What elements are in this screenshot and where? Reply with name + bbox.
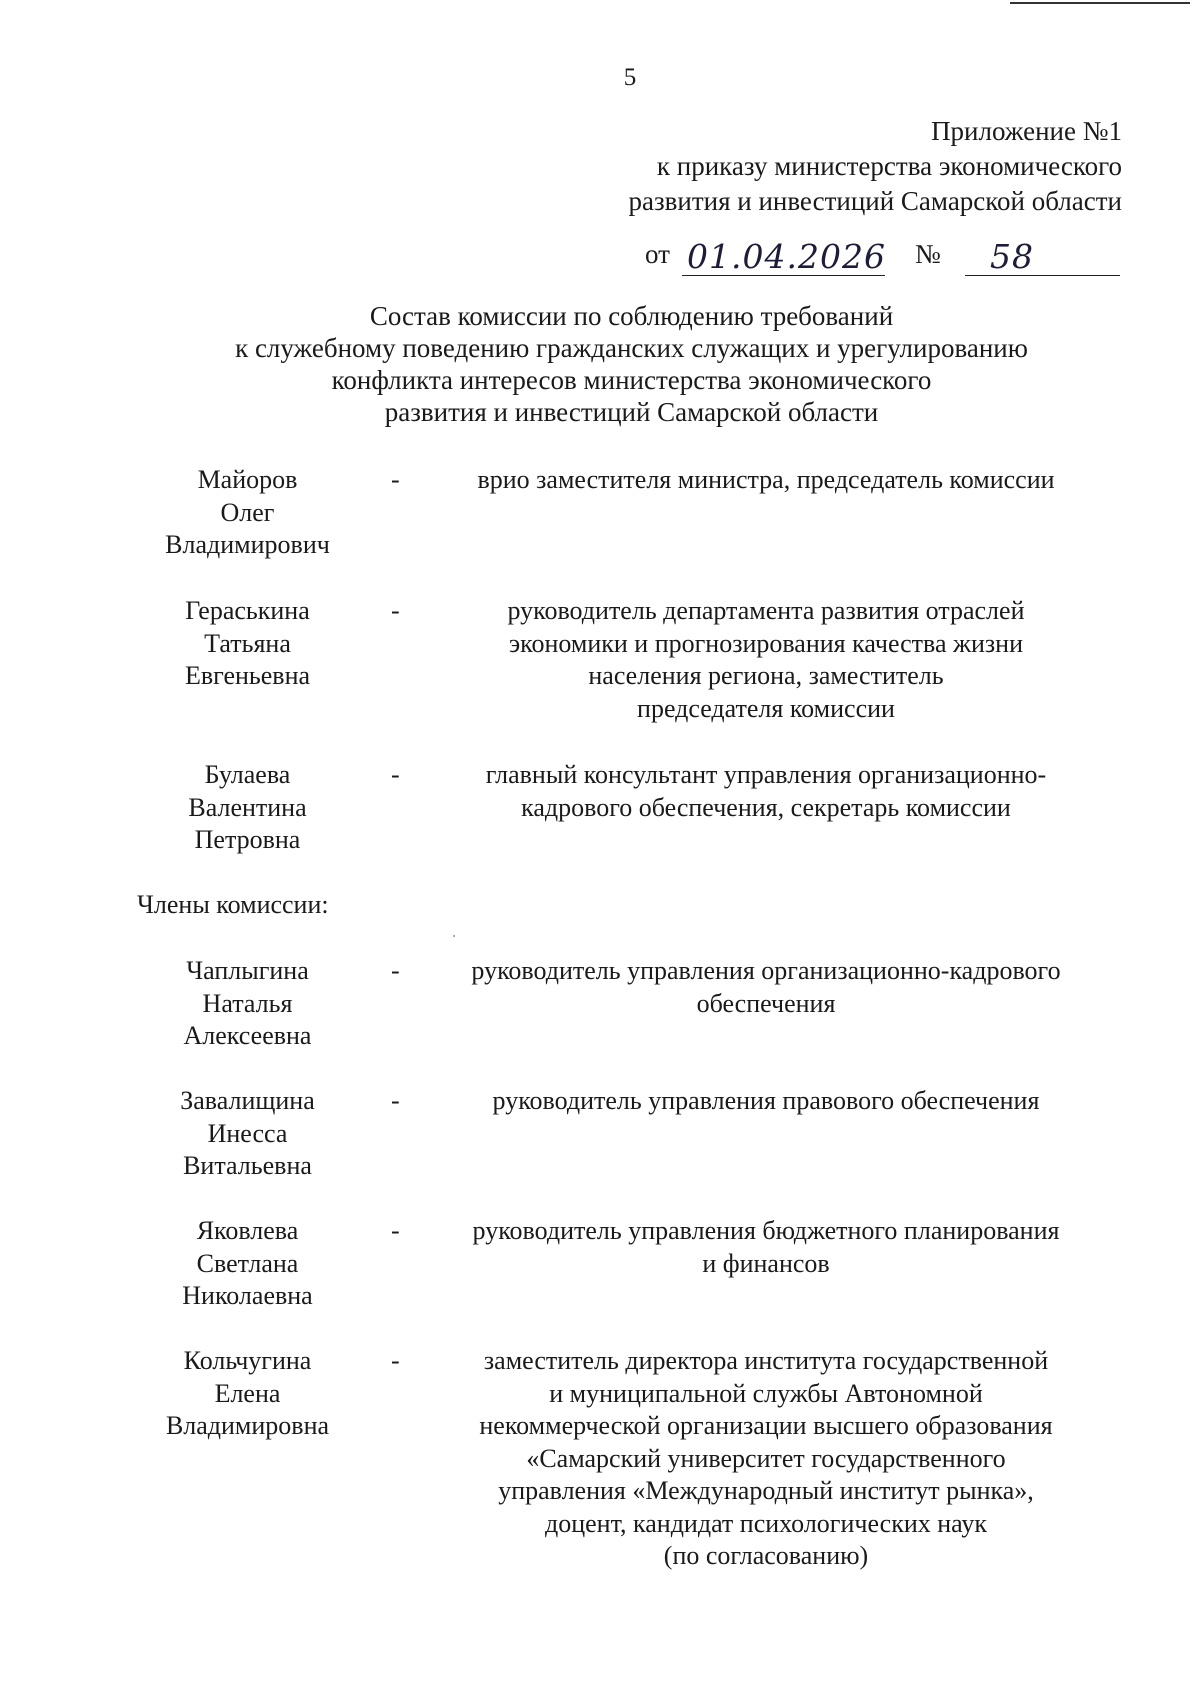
number-underline: [965, 275, 1120, 276]
member-role: главный консультант управления организационно- кадрового обеспечения, секретарь комиссии: [485, 760, 1047, 822]
handwritten-number: 58: [990, 237, 1034, 276]
title-line: к служебному поведению гражданских служащих и урегулированию: [235, 333, 1028, 363]
member-name: Завалищина Инесса Витальевна: [180, 1086, 315, 1180]
member-role: руководитель управления организационно-кадрового обеспечения: [471, 956, 1061, 1018]
members-heading: Члены комиссии:: [137, 890, 329, 919]
member-dash: -: [391, 596, 400, 625]
scan-speck: [453, 935, 455, 937]
member-name: Майоров Олег Владимирович: [165, 465, 330, 559]
member-name: Чаплыгина Наталья Алексеевна: [183, 956, 312, 1050]
member-dash: -: [391, 1346, 400, 1375]
member-name: Яковлева Светлана Николаевна: [182, 1216, 313, 1310]
member-dash: -: [391, 760, 400, 789]
document-title: [0, 300, 1200, 428]
member-dash: -: [391, 1086, 400, 1115]
member-role: заместитель директора института государственной и муниципальной службы Автономной некоммерческой организации высшего образования «Самарский университет государственного управления «Международный институт рынка», доцент, кандидат психологических наук (по согласованию): [479, 1346, 1053, 1570]
page-number: 5: [623, 64, 637, 91]
date-label: от: [645, 239, 670, 269]
member-dash: -: [391, 956, 400, 985]
member-name: Кольчугина Елена Владимировна: [165, 1346, 330, 1440]
corner-rule: [1010, 2, 1190, 4]
title-line: конфликта интересов министерства экономического: [331, 365, 932, 395]
appendix-line: Приложение №1: [931, 116, 1122, 146]
appendix-header: [628, 114, 1122, 219]
member-dash: -: [391, 465, 400, 494]
order-dateline: [645, 236, 1120, 278]
member-dash: -: [391, 1216, 400, 1245]
member-role: врио заместителя министра, председатель комиссии: [477, 465, 1055, 494]
title-line: развития и инвестиций Самарской области: [384, 397, 879, 427]
appendix-line: к приказу министерства экономического: [656, 151, 1122, 181]
title-line: Состав комиссии по соблюдению требований: [369, 301, 894, 331]
member-role: руководитель управления бюджетного планирования и финансов: [472, 1216, 1060, 1278]
member-name: Булаева Валентина Петровна: [188, 760, 307, 854]
appendix-line: развития и инвестиций Самарской области: [628, 186, 1122, 216]
handwritten-date: 01.04.2026: [687, 237, 886, 276]
member-role: руководитель управления правового обеспечения: [492, 1086, 1040, 1115]
member-role: руководитель департамента развития отраслей экономики и прогнозирования качества жизни населения региона, заместитель председателя комиссии: [507, 596, 1025, 723]
member-name: Гераськина Татьяна Евгеньевна: [184, 596, 311, 690]
number-label: №: [915, 239, 941, 269]
